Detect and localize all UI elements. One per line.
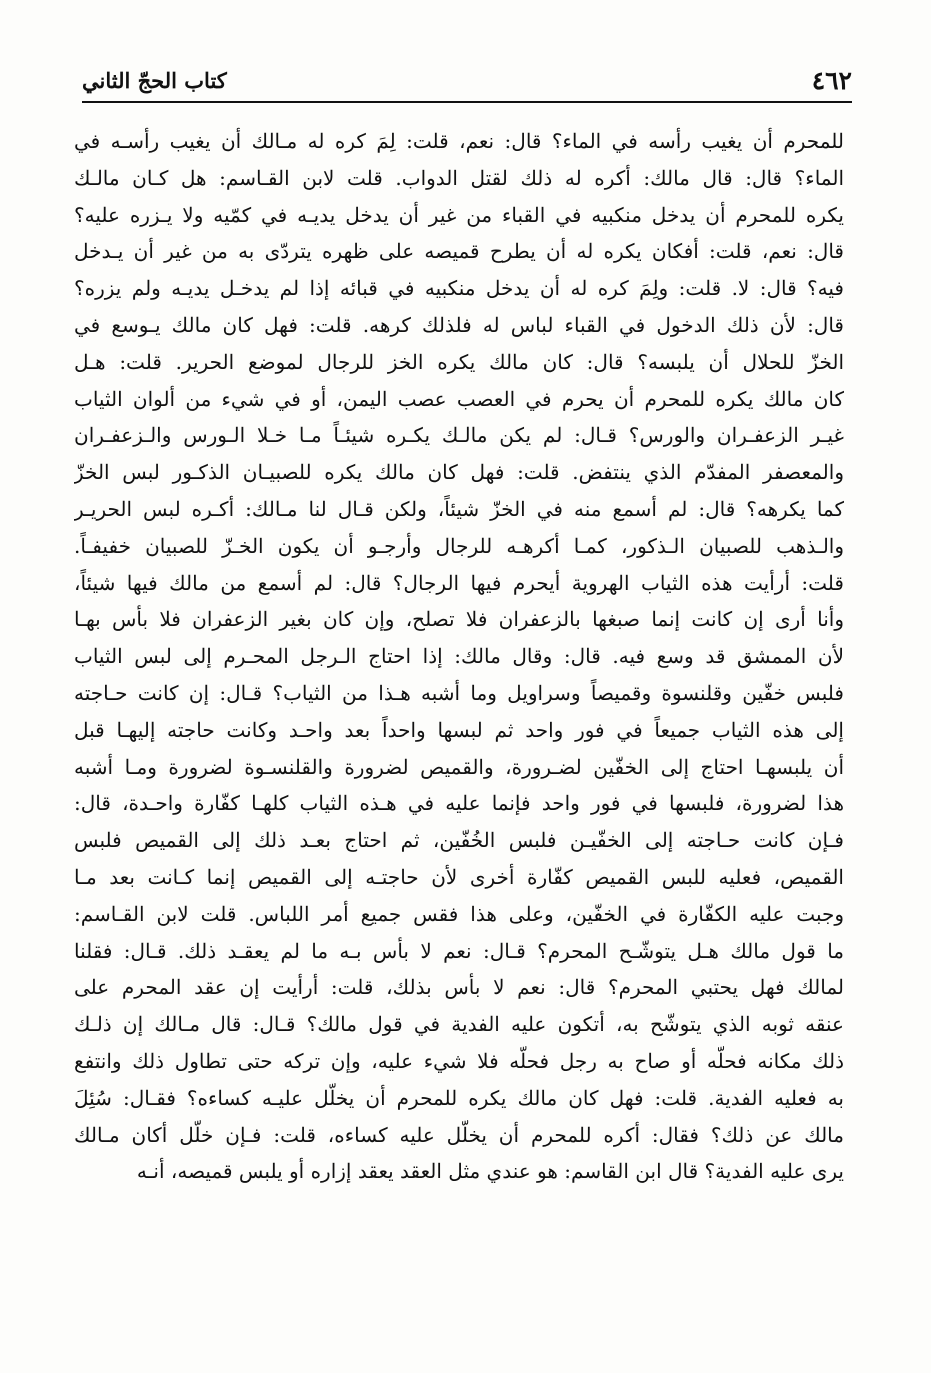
text-line: فلبس خفّين وقلنسوة وقميصاً وسراويل وما أشبه هـذا من الثياب؟ قـال: إن كانت حـاجته	[74, 680, 844, 705]
body-text	[74, 123, 844, 1323]
text-line: عنقه ثوبه الذي يتوشّح به، أتكون عليه الفدية في قول مالك؟ قـال: قال مـالك إن ذلـك	[74, 1012, 844, 1037]
text-line: كما يكرهه؟ قال: لم أسمع منه في الخزّ شيئاً، ولكن قـال لنا مـالك: أكـره لبس الحريـر	[74, 496, 844, 521]
text-line: يكره للمحرم أن يدخل منكبيه في القباء من غير أن يدخل يديـه في كمّيه ولا يـزره عليه؟	[74, 202, 844, 227]
text-line: يرى عليه الفدية؟ قال ابن القاسم: هو عندي مثل العقد يعقد إزاره أو يلبس قميصه، أنـه	[136, 1159, 844, 1184]
text-line: والـذهب للصبيان الـذكور، كمـا أكرهـه للرجال وأرجـو أن يكون الخـزّ للصبيان خفيفـاً.	[74, 533, 844, 558]
text-line: كان مالك يكره للمحرم أن يحرم في العصب عصب اليمن، أو في شيء من ألوان الثياب	[74, 386, 844, 411]
text-line: لمالك فهل يحتبي المحرم؟ قال: نعم لا بأس بذلك، قلت: أرأيت إن عقد المحرم على	[74, 975, 844, 1000]
text-line: إلى هذه الثياب جميعاً في فور واحد ثم لبسها واحداً بعد واحـد وكانت حاجته إليهـا قبل	[74, 717, 844, 742]
text-line: والمعصفر المفدّم الذي ينتفض. قلت: فهل كان مالك يكره للصبيـان الذكـور لبس الخزّ	[74, 460, 844, 485]
text-line: وجبت عليه الكفّارة في الخفّين، وعلى هذا فقس جميع أمر اللباس. قلت لابن القـاسم:	[74, 901, 844, 926]
text-line: فـإن كانت حـاجته إلى الخفّيـن فلبس الخُفّين، ثم احتاج بعـد ذلك إلى القميص فلبس	[74, 828, 844, 853]
text-line: ذلك مكانه فحلّه أو صاح به رجل فحلّه فلا شيء عليه، وإن تركه حتى تطاول ذلك وانتفع	[74, 1048, 844, 1073]
book-title: كتاب الحجّ الثاني	[82, 68, 227, 93]
header-rule	[82, 101, 852, 103]
text-line: غيـر الزعفـران والورس؟ قـال: لم يكن مالـك يكـره شيئـاً مـا خـلا الـورس والـزعفـران	[74, 423, 844, 448]
text-line: لأن الممشق قد وسع فيه. قال: وقال مالك: إذا احتاج الـرجل المحـرم إلى لبس الثياب	[74, 644, 844, 669]
running-header	[82, 60, 852, 102]
text-line: وأنا أرى إن كانت إنما صبغها بالزعفران فلا تصلح، وإن كان بغير الزعفران فلا بأس بهـا	[74, 607, 844, 632]
text-line: الماء؟ قال: قال مالك: أكره له ذلك لقتل الدواب. قلت لابن القـاسم: هل كـان مالـك	[74, 165, 844, 190]
text-line: الخزّ للحلال أن يلبسه؟ قال: كان مالك يكره الخز للرجال لموضع الحرير. قلت: هـل	[74, 349, 844, 374]
text-line: قال: لأن ذلك الدخول في القباء لباس له فلذلك كرهه. قلت: فهل كان مالك يـوسع في	[74, 312, 844, 337]
text-line: فيه؟ قال: لا. قلت: ولِمَ كره له أن يدخل منكبيه في قبائه إذا لم يدخـل يديـه ولم يزره؟	[74, 276, 844, 301]
page-number: ٤٦٢	[811, 66, 852, 95]
text-line: للمحرم أن يغيب رأسه في الماء؟ قال: نعم، قلت: لِمَ كره له مـالك أن يغيب رأسـه في	[74, 129, 844, 153]
text-line: به فعليه الفدية. قلت: فهل كان مالك يكره للمحرم أن يخلّل عليـه كساءه؟ فقـال: سُئِلَ	[74, 1085, 844, 1110]
text-line: مالك عن ذلك؟ فقال: أكره للمحرم أن يخلّل عليه كساءه، قلت: فـإن خلّل أكان مـالك	[74, 1122, 844, 1147]
text-line: القميص، فعليه للبس القميص كفّارة أخرى لأن حاجتـه إلى القميص إنما كـانت بعد مـا	[74, 864, 844, 889]
text-line: قلت: أرأيت هذه الثياب الهروية أيحرم فيها الرجال؟ قال: لم أسمع من مالك فيها شيئاً،	[74, 570, 844, 595]
text-line: أن يلبسهـا احتاج إلى الخفّين لضـرورة، والقميص لضرورة والقلنسـوة لضرورة ومـا أشبه	[74, 754, 844, 779]
text-line: قال: نعم، قلت: أفكان يكره له أن يطرح قميصه على ظهره يتردّى به من غير أن يـدخل	[74, 239, 844, 264]
text-line: هذا لضرورة، فلبسها في فور واحد فإنما عليه في هـذه الثياب كلهـا كفّارة واحـدة، قال:	[74, 791, 844, 816]
text-line: ما قول مالك هـل يتوشّـح المحرم؟ قـال: نعم لا بأس بـه ما لم يعقـد ذلك. قـال: فقلنا	[74, 938, 844, 963]
